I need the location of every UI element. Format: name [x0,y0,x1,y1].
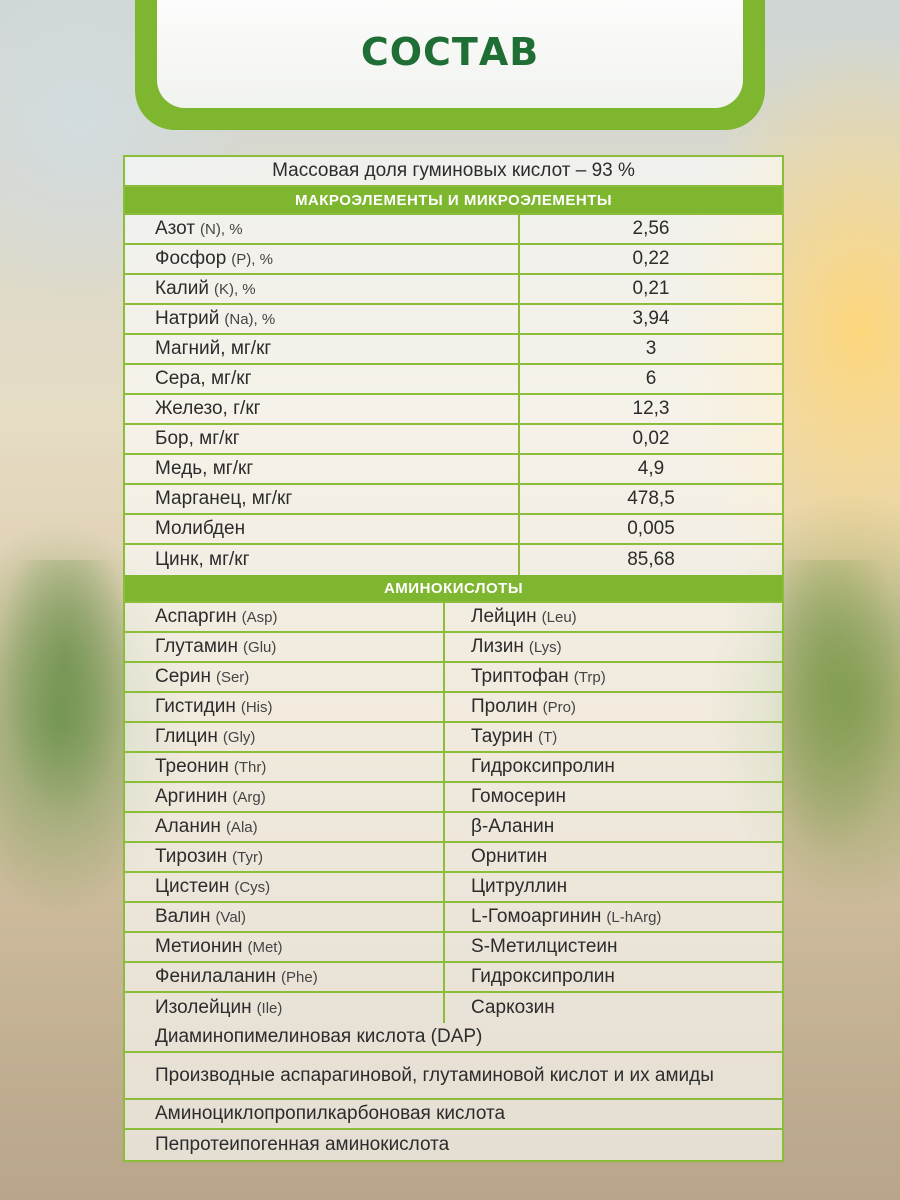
amino-row [125,873,782,903]
amino-left-cell [125,783,445,811]
amino-name: Аланин [155,816,221,837]
composition-table [123,155,784,1162]
amino-abbr: (Val) [215,908,246,926]
element-name: Медь, мг/кг [155,458,254,479]
element-unit: (N), % [200,220,243,238]
amino-name: Триптофан [471,666,569,687]
amino-right-cell [445,633,782,661]
amino-row [125,663,782,693]
amino-full-row [125,1053,782,1100]
amino-abbr: (Pro) [542,698,576,716]
element-name: Фосфор [155,248,227,269]
amino-full-text: Аминоциклопропилкарбоновая кислота [155,1103,506,1124]
element-row [125,395,782,425]
element-name: Марганец, мг/кг [155,488,293,509]
amino-abbr: (Glu) [243,638,277,656]
amino-name: Гидроксипролин [471,756,615,777]
amino-abbr: (Trp) [573,668,606,686]
element-value: 478,5 [627,488,675,509]
amino-list [125,603,782,1023]
element-row [125,335,782,365]
element-value: 3,94 [632,308,670,329]
element-value: 12,3 [632,398,670,419]
element-value: 0,02 [632,428,670,449]
amino-name: Тирозин [155,846,228,867]
element-value: 0,21 [632,278,670,299]
amino-full-text: Производные аспарагиновой, глутаминовой кислот и их амиды [155,1065,714,1086]
amino-left-cell [125,873,445,901]
element-row [125,275,782,305]
amino-abbr: (Tyr) [232,848,263,866]
element-value: 85,68 [627,549,675,570]
amino-name: S-Метилцистеин [471,936,618,957]
page-title: СОСТАВ [360,30,540,74]
amino-name: Глицин [155,726,218,747]
amino-left-cell [125,663,445,691]
amino-name: Пролин [471,696,538,717]
amino-name: Гидроксипролин [471,966,615,987]
amino-name: Цитруллин [471,876,568,897]
amino-row [125,603,782,633]
amino-name: Валин [155,906,211,927]
amino-name: Лейцин [471,606,537,627]
amino-left-cell [125,753,445,781]
amino-right-cell [445,783,782,811]
element-name-cell [125,245,520,273]
macro-section-header [125,187,782,215]
amino-full-row [125,1130,782,1160]
amino-full-text: Диаминопимелиновая кислота (DAP) [155,1026,483,1047]
element-name-cell [125,395,520,423]
amino-abbr: (Lys) [528,638,562,656]
element-name-cell [125,455,520,483]
element-name-cell [125,215,520,243]
element-value: 3 [645,338,657,359]
amino-row [125,753,782,783]
element-name: Бор, мг/кг [155,428,240,449]
amino-abbr: (Phe) [281,968,318,986]
amino-right-cell [445,723,782,751]
amino-full-text: Пепротеипогенная аминокислота [155,1134,450,1155]
element-value: 4,9 [637,458,665,479]
amino-right-cell [445,753,782,781]
amino-name: Гистидин [155,696,236,717]
element-name-cell [125,515,520,543]
amino-right-cell [445,993,782,1023]
amino-left-cell [125,903,445,931]
amino-right-cell [445,693,782,721]
element-value: 6 [645,368,657,389]
amino-row [125,933,782,963]
amino-right-cell [445,903,782,931]
amino-name: Лизин [471,636,524,657]
element-name-cell [125,335,520,363]
element-name-cell [125,545,520,575]
element-unit: (Na), % [224,310,276,328]
element-row [125,545,782,575]
element-row [125,245,782,275]
amino-name: Саркозин [471,997,555,1018]
amino-right-cell [445,813,782,841]
element-name: Калий [155,278,209,299]
element-row [125,485,782,515]
amino-name: Орнитин [471,846,548,867]
amino-left-cell [125,843,445,871]
amino-left-cell [125,993,445,1023]
title-banner-inner [157,0,743,108]
amino-abbr: (Cys) [234,878,271,896]
amino-abbr: (Gly) [222,728,256,746]
amino-left-cell [125,693,445,721]
amino-header-label: АМИНОКИСЛОТЫ [383,579,524,597]
element-name-cell [125,425,520,453]
amino-name: Аргинин [155,786,228,807]
amino-abbr: (L-hArg) [606,908,662,926]
element-name: Магний, мг/кг [155,338,272,359]
amino-name: Таурин [471,726,534,747]
amino-left-cell [125,603,445,631]
element-name-cell [125,275,520,303]
amino-right-cell [445,873,782,901]
amino-full-row [125,1100,782,1130]
amino-abbr: (T) [538,728,558,746]
amino-right-cell [445,843,782,871]
element-unit: (P), % [231,250,273,268]
element-name-cell [125,485,520,513]
element-row [125,215,782,245]
amino-name: L-Гомоаргинин [471,906,602,927]
element-name: Сера, мг/кг [155,368,252,389]
element-unit: (K), % [213,280,256,298]
element-value: 0,22 [632,248,670,269]
element-row [125,425,782,455]
amino-abbr: (Ala) [225,818,258,836]
amino-full-row [125,1023,782,1053]
amino-right-cell [445,933,782,961]
element-name-cell [125,305,520,333]
amino-row [125,813,782,843]
amino-name: Гомосерин [471,786,566,807]
amino-section-header [125,575,782,603]
title-banner [135,0,765,130]
element-row [125,365,782,395]
element-name: Азот [155,218,196,239]
amino-abbr: (Leu) [541,608,577,626]
amino-row [125,783,782,813]
amino-name: Метионин [155,936,243,957]
amino-name: Аспаргин [155,606,237,627]
amino-name: Изолейцин [155,997,252,1018]
element-row [125,455,782,485]
amino-left-cell [125,933,445,961]
amino-row [125,723,782,753]
amino-row [125,963,782,993]
element-row [125,515,782,545]
amino-name: Фенилаланин [155,966,277,987]
amino-right-cell [445,603,782,631]
element-value: 2,56 [632,218,670,239]
amino-abbr: (Thr) [233,758,267,776]
amino-name: Серин [155,666,211,687]
amino-abbr: (Ile) [256,999,283,1017]
element-row [125,305,782,335]
amino-row [125,993,782,1023]
elements-list [125,215,782,575]
amino-abbr: (His) [240,698,273,716]
amino-name: β-Аланин [471,816,555,837]
macro-header-label: МАКРОЭЛЕМЕНТЫ И МИКРОЭЛЕМЕНТЫ [294,191,613,209]
element-name-cell [125,365,520,393]
element-name: Натрий [155,308,220,329]
humic-acid-row [125,157,782,187]
amino-abbr: (Ser) [215,668,250,686]
amino-row [125,693,782,723]
amino-right-cell [445,963,782,991]
amino-left-cell [125,633,445,661]
element-value: 0,005 [627,518,675,539]
amino-abbr: (Arg) [232,788,266,806]
element-name: Молибден [155,518,246,539]
amino-name: Треонин [155,756,229,777]
amino-right-cell [445,663,782,691]
amino-name: Глутамин [155,636,239,657]
amino-left-cell [125,723,445,751]
amino-name: Цистеин [155,876,230,897]
amino-left-cell [125,813,445,841]
amino-abbr: (Asp) [241,608,278,626]
element-name: Цинк, мг/кг [155,549,250,570]
background-plant-left [0,560,130,820]
amino-abbr: (Met) [247,938,283,956]
amino-full-list [125,1023,782,1160]
amino-row [125,843,782,873]
element-name: Железо, г/кг [155,398,261,419]
amino-row [125,903,782,933]
humic-acid-text: Массовая доля гуминовых кислот – 93 % [272,160,635,181]
amino-row [125,633,782,663]
amino-left-cell [125,963,445,991]
